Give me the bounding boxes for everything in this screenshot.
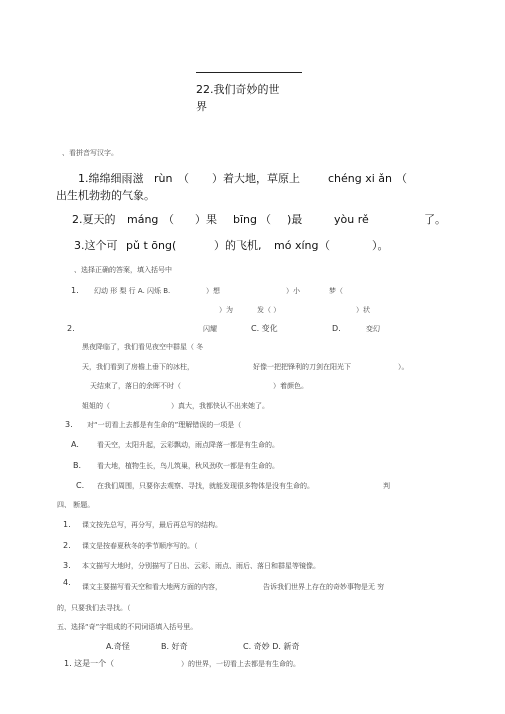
q1-pinyin: rùn [154, 172, 173, 185]
q1-bracket-open: （ [178, 172, 189, 185]
s4-item4: 课文主要描写看天空和看大地两方面的内容， [82, 583, 222, 591]
section4-heading: 四、 断题。 [57, 501, 95, 509]
s2-sentence1: 黑夜降临了，我们看见夜空中群星（ 冬 [82, 343, 204, 351]
q3-pinyin: pǔ t ōng( [126, 239, 177, 252]
s2-sentence2-a: 天，我们看到了房檐上垂下的冰柱， [82, 363, 194, 371]
s4-item1-num: 1. [63, 520, 71, 529]
q1-bracket-open-2: （ [396, 172, 407, 185]
q1-pinyin-2: chéng xi ǎn [328, 172, 393, 185]
s2-optB: 看大地，植物生长，鸟儿筑巢，秋风劲吹一都是有生命的。 [97, 462, 279, 470]
s2-row1-b: ）想 [206, 287, 220, 295]
s4-item4-num: 4. [63, 578, 71, 587]
s2-row3-num: 2. [67, 324, 75, 333]
q2-text-e: )最 [287, 213, 303, 226]
s2-row3-c: D. [332, 324, 341, 333]
s2-sentence4-b: ）真大，我都快认不出来她了。 [171, 402, 269, 410]
s2-optA: 看天空，太阳升起，云彩飘动，雨点降落一都是有生命的。 [97, 441, 279, 449]
s4-item2: 课文是按春夏秋冬的季节顺序写的。（ [82, 542, 198, 550]
s2-row3-d: 变幻 [366, 325, 380, 333]
s4-item3-num: 3. [63, 561, 71, 570]
s4-item1: 课文按先总写，再分写，最后再总写的结构。 [82, 521, 222, 529]
q1-text-b: 出生机勃勃的气象。 [56, 189, 155, 202]
q2-bracket-open: （ [163, 213, 174, 226]
s2-sentence3-a: 天结束了，落日的余晖不时（ [90, 382, 181, 390]
s2-row2-a: ）为 [219, 306, 233, 314]
q1-text-c: ）着大地，草原上 [212, 172, 300, 185]
section5-heading: 五、选择“奇”字组成的不同词语填入括号里。 [57, 623, 198, 631]
q2-pinyin-3: yòu rě [334, 213, 369, 226]
q2-bracket-open-2: （ [260, 213, 271, 226]
q2-text-c: ）果 [195, 213, 217, 226]
s2-optC-label: C. [76, 481, 85, 490]
s2-optA-label: A. [71, 440, 79, 449]
q3-pinyin-2: mó xíng [274, 239, 319, 252]
s2-optC: 在我们周围，只要你去观察、寻找，就能发现很多物体是没有生命的。 [97, 482, 314, 490]
s2-row3-a: 闪耀 [203, 325, 217, 333]
s5-option-a: A.奇怪 [106, 642, 130, 651]
q3-text-a: 3.这个可 [74, 239, 118, 252]
s5-option-cd: C. 奇妙 D. 新奇 [243, 642, 300, 651]
page-title-line2: 界 [196, 100, 207, 113]
q3-text-b: ）的飞机, [214, 239, 262, 252]
q3-bracket-open: （ [319, 239, 330, 252]
q1-text-a: 1.绵绵细雨滋 [78, 172, 144, 185]
s2-sentence3-b: ）着颜色。 [273, 382, 308, 390]
s4-item2-num: 2. [63, 541, 71, 550]
s5-q1-a: 1. 这是一个（ [64, 659, 115, 668]
section2-heading: 、选择正确的答案，填入括号中 [74, 266, 172, 274]
s2-row3-b: C. 变化 [251, 324, 278, 333]
s4-item4-c: 的，只要我们去寻找。（ [57, 604, 131, 612]
s2-row1-num: 1. [71, 286, 79, 295]
page-title-line1: 22.我们奇妙的世 [196, 83, 280, 96]
s2-optC-tail: 判 [383, 482, 390, 490]
q3-text-d: ）。 [372, 239, 389, 252]
s2-sentence2-b: 好像一把把锋利的刀剑在阳光下 [253, 363, 351, 371]
q2-text-a: 2.夏天的 [72, 213, 116, 226]
q2-text-f: 了。 [424, 213, 446, 226]
s2-sentence2-c: ）。 [398, 363, 409, 371]
s2-q3-text: 对“一切看上去都是有生命的”理解错误的一项是（ [87, 421, 242, 429]
q2-pinyin: máng [127, 213, 159, 226]
s4-item3: 本文描写大地时，分别描写了日出、云彩、雨点、雨后、落日和群星等镜像。 [82, 562, 320, 570]
s2-row1-c: ）小 [286, 287, 300, 295]
s2-row1-text: 幻动 形 梨 行 A. 闪烁 B. [94, 287, 171, 295]
title-rule [196, 72, 302, 73]
s2-optB-label: B. [73, 461, 82, 470]
section1-heading: 、看拼音写汉字。 [62, 149, 118, 157]
s5-q1-b: ）的世界，一切看上去都是有生命的。 [181, 660, 300, 668]
s2-sentence4-a: 姐姐的（ [82, 402, 110, 410]
s2-row1-d: 梦（ [329, 287, 343, 295]
s2-row2-c: ）状 [356, 306, 370, 314]
s4-item4-b: 告诉我们世界上存在的奇妙事物是无 穷 [263, 583, 385, 591]
s2-row2-b: 发（ ） [257, 306, 281, 314]
s5-option-b: B. 好奇 [161, 642, 188, 651]
s2-q3-num: 3. [65, 420, 73, 429]
q2-pinyin-2: bīng [233, 213, 257, 226]
